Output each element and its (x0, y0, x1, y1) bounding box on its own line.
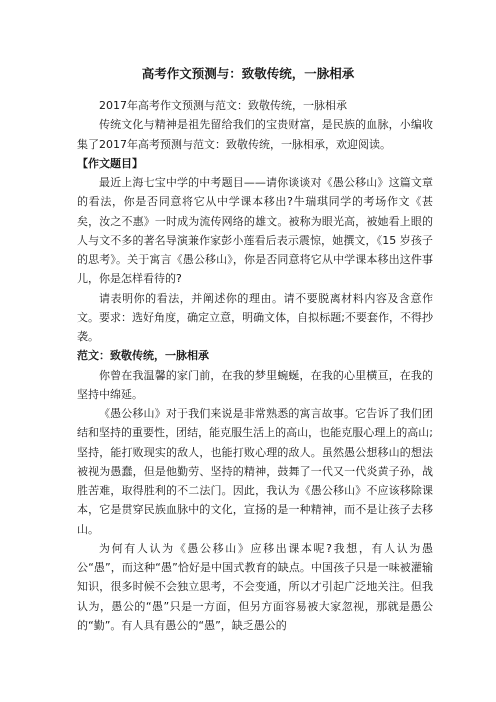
document-body (77, 96, 433, 635)
paragraph-essay-3: 为何有人认为《愚公移山》应移出课本呢?我想，有人认为愚公“愚”，而这种“愚”恰好是中国式教育的缺点。中国孩子只是一味被灌输知识，很多时候不会独立思考，不会变通，所以才引起广泛地关注。但我认为，愚公的“愚”只是一方面，但另方面容易被大家忽视，那就是愚公的“勤”。有人具有愚公的“愚”，缺乏愚公的 (77, 541, 433, 632)
section-heading-essay: 范文：致敬传统，一脉相承 (77, 349, 209, 363)
paragraph-intro: 传统文化与精神是祖先留给我们的宝贵财富，是民族的血脉，小编收集了2017年高考预测与范文：致敬传统，一脉相承，欢迎阅读。 (77, 118, 433, 151)
paragraph-essay-1: 你曾在我温馨的家门前，在我的梦里蜿蜒，在我的心里横亘，在我的坚持中绵延。 (77, 368, 433, 401)
paragraph-prompt: 最近上海七宝中学的中考题目——请你谈谈对《愚公移山》这篇文章的看法，你是否同意将它从中学课本移出?牛瑞琪同学的考场作文《甚矣，汝之不惠》一时成为流传网络的雄文。被称为眼光高，被她看上眼的人与文不多的著名导演兼作家彭小莲看后表示震惊，她撰文，《15 岁孩子的思考》。关于寓言《愚公移山》，你是否同意将它从中学课本移出这件事儿，你是怎样看待的? (77, 176, 433, 286)
document-title: 高考作文预测与：致敬传统，一脉相承 (141, 66, 355, 81)
paragraph-requirements: 请表明你的看法，并阐述你的理由。请不要脱离材料内容及含意作文。要求：选好角度，确定立意，明确文体，自拟标题;不要套作，不得抄袭。 (77, 291, 433, 343)
section-heading-prompt: 【作文题目】 (77, 156, 143, 170)
paragraph-subtitle: 2017年高考作文预测与范文：致敬传统，一脉相承 (99, 99, 347, 112)
paragraph-essay-2: 《愚公移山》对于我们来说是非常熟悉的寓言故事。它告诉了我们团结和坚持的重要性，团结，能克服生活上的高山，也能克服心理上的高山;坚持，能打败现实的敌人，也能打败心理的敌人。虽然愚公想移山的想法被视为愚蠢，但是他勤劳、坚持的精神，鼓舞了一代又一代炎黄子孙，战胜苦难，取得胜利的不二法门。因此，我认为《愚公移山》不应该移除课本，它是贯穿民族血脉中的文化，宣扬的是一种精神，而不是让孩子去移山。 (77, 407, 433, 536)
